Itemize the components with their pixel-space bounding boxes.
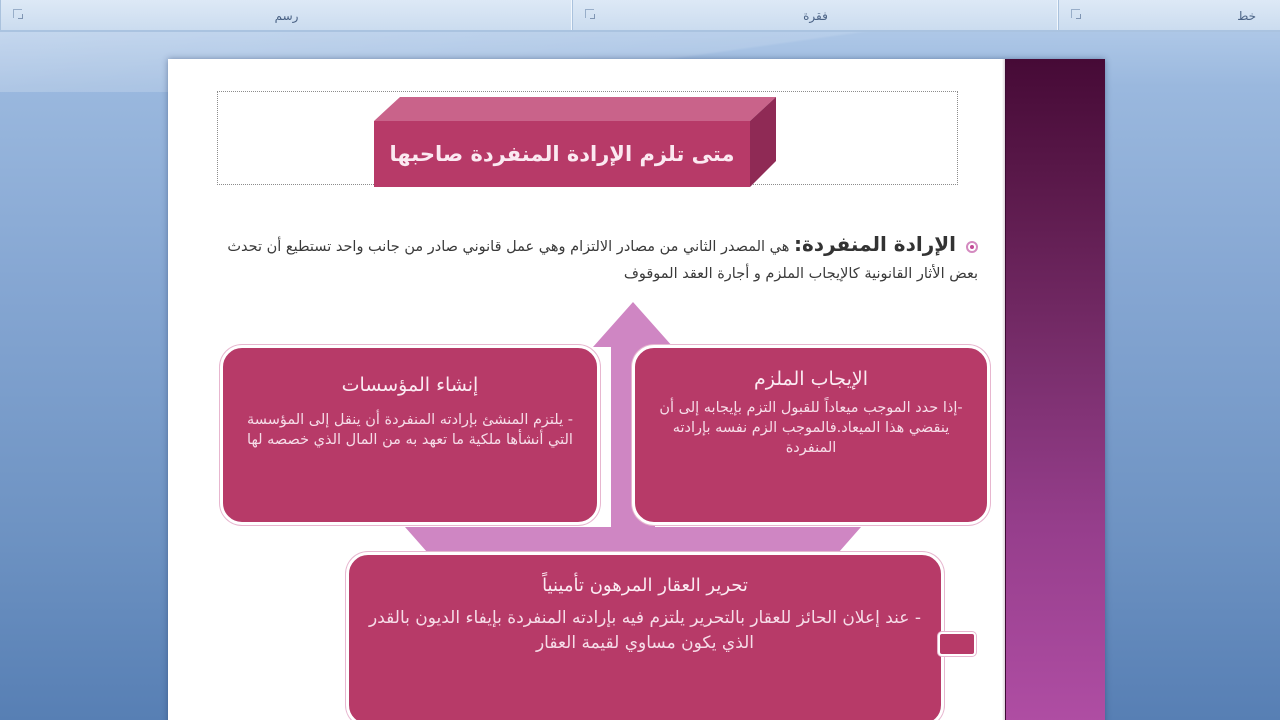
title-shape-top-face <box>374 97 776 121</box>
card-body: - يلتزم المنشئ بإرادته المنفردة أن ينقل إلى المؤسسة التي أنشأها ملكية ما تعهد به من المال الذي خصصه لها <box>247 412 573 448</box>
drawing-dialog-launcher-icon[interactable] <box>13 9 22 18</box>
connector-shape[interactable] <box>938 632 976 656</box>
card-binding-offer[interactable] <box>632 345 990 525</box>
slide-title: متى تلزم الإرادة المنفردة صاحبها <box>374 121 750 187</box>
intro-text: هي المصدر الثاني من مصادر الالتزام وهي عمل قانوني صادر من جانب واحد تستطيع أن تحدث بعض الأثار القانونية كالإيجاب الملزم و أجارة العقد الموقوف <box>227 239 978 282</box>
ribbon-group-paragraph-label: فقرة <box>803 9 828 23</box>
slide-decorative-band <box>1005 59 1105 720</box>
slide-canvas[interactable] <box>168 59 1105 720</box>
ribbon-group-paragraph <box>572 0 1058 30</box>
paragraph-dialog-launcher-icon[interactable] <box>585 9 594 18</box>
ribbon-group-drawing-label: رسم <box>274 9 299 23</box>
ribbon-group-font-label: خط <box>1237 9 1256 23</box>
font-dialog-launcher-icon[interactable] <box>1071 9 1080 18</box>
card-title: تحرير العقار المرهون تأمينياً <box>542 575 748 596</box>
card-body: - عند إعلان الحائز للعقار بالتحرير يلتزم فيه بإرادته المنفردة بإيفاء الديون بالقدر الذي يكون مساوي لقيمة العقار <box>369 608 921 653</box>
bullet-icon <box>966 241 978 253</box>
card-title: الإيجاب الملزم <box>754 368 868 390</box>
ribbon-group-labels <box>0 0 1280 32</box>
title-3d-shape[interactable] <box>374 97 776 187</box>
intro-term: الإرادة المنفردة: <box>794 232 956 256</box>
card-mortgaged-property-release[interactable] <box>346 552 944 720</box>
card-body: -إذا حدد الموجب ميعاداً للقبول التزم بإيجابه إلى أن ينقضي هذا الميعاد.فالموجب الزم نفسه بإرادته المنفردة <box>659 400 963 456</box>
card-establishing-institutions[interactable] <box>220 345 600 525</box>
ribbon-group-drawing <box>0 0 572 30</box>
intro-paragraph[interactable] <box>208 231 978 288</box>
ribbon-group-font <box>1058 0 1280 30</box>
card-title: إنشاء المؤسسات <box>341 374 479 396</box>
